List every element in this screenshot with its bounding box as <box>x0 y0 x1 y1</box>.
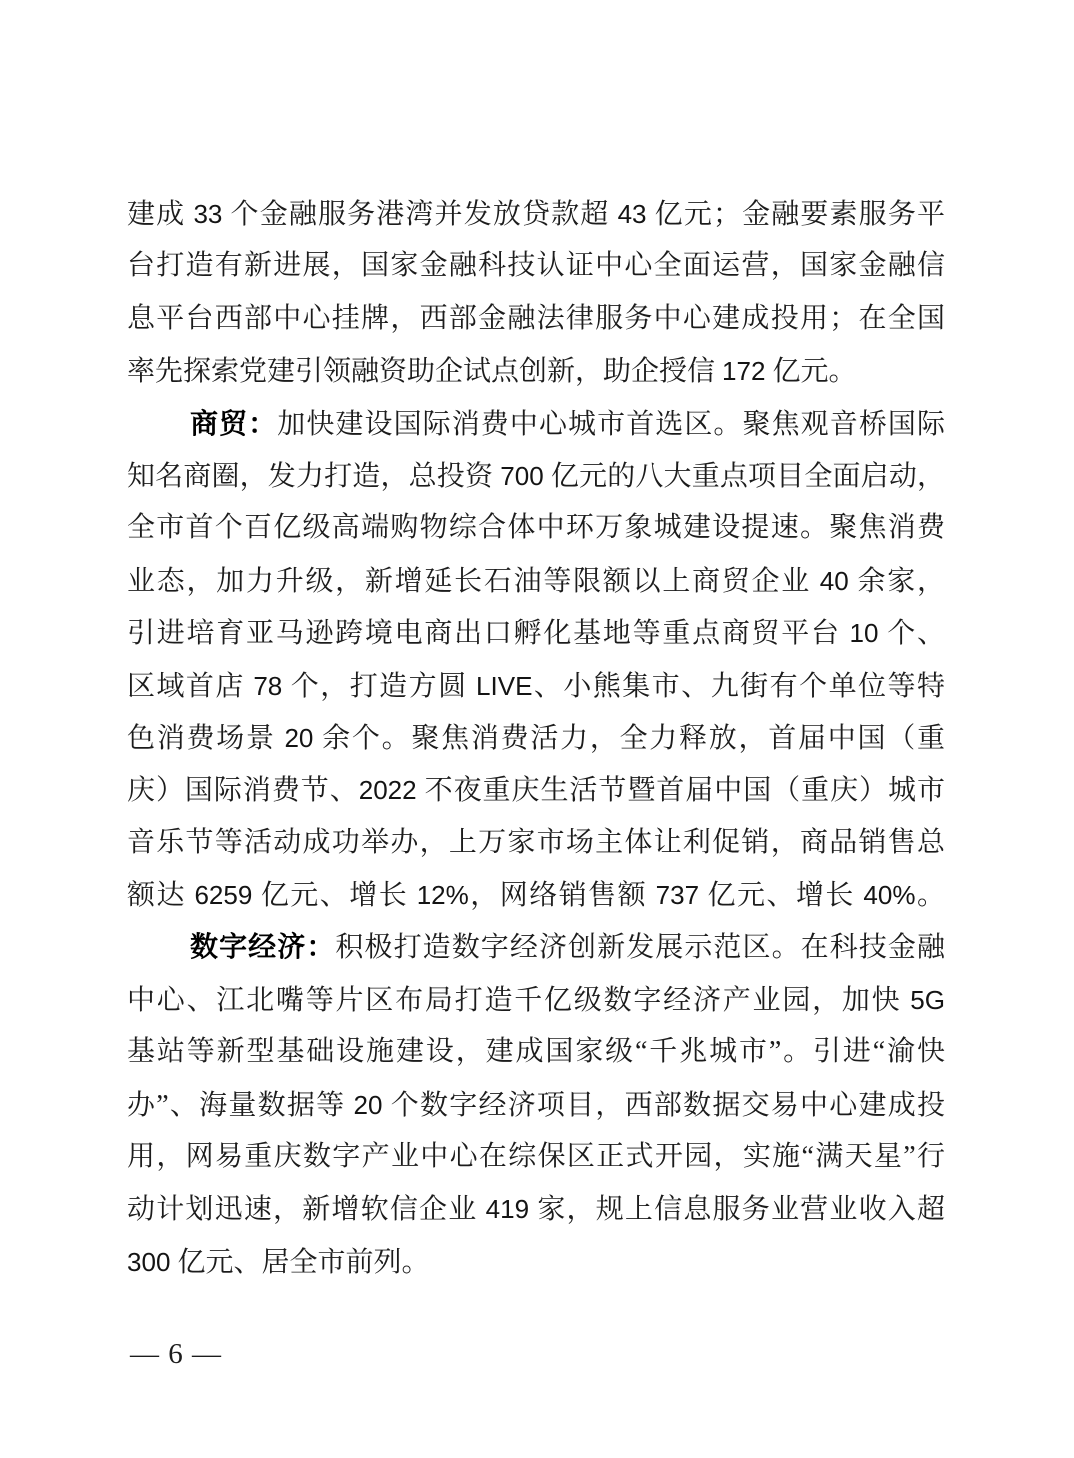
paragraph <box>127 188 945 398</box>
text-line: 商贸：加快建设国际消费中心城市首选区。聚焦观音桥国际 <box>190 407 945 440</box>
paragraph-label: 数字经济： <box>190 931 336 963</box>
latin-text: 10 <box>849 618 879 649</box>
text-line: 300 亿元、居全市前列。 <box>127 1246 430 1278</box>
text-line: 色消费场景 20 余个。聚焦消费活力，全力释放，首届中国（重 <box>127 722 945 754</box>
text-line: 数字经济：积极打造数字经济创新发展示范区。在科技金融 <box>190 931 945 964</box>
latin-text: 40 <box>819 565 849 596</box>
text-line: 引进培育亚马逊跨境电商出口孵化基地等重点商贸平台 10 个、 <box>127 618 945 650</box>
latin-text: 20 <box>353 1089 383 1120</box>
text-line: 用，网易重庆数字产业中心在综保区正式开园，实施“满天星”行 <box>127 1141 945 1173</box>
text-line: 率先探索党建引领融资助企试点创新，助企授信 172 亿元。 <box>127 356 857 388</box>
latin-text: 419 <box>485 1194 530 1225</box>
latin-text: 6259 <box>194 880 253 911</box>
latin-text: 78 <box>253 670 283 701</box>
text-line: 动计划迅速，新增软信企业 419 家，规上信息服务业营业收入超 <box>127 1194 945 1226</box>
text-line: 音乐节等活动成功举办，上万家市场主体让利促销，商品销售总 <box>127 826 945 858</box>
text-line: 中心、江北嘴等片区布局打造千亿级数字经济产业园，加快 5G <box>127 984 945 1016</box>
latin-text: 40% <box>863 880 916 911</box>
latin-text: 33 <box>193 199 223 229</box>
latin-text: 2022 <box>358 775 417 806</box>
text-line: 全市首个百亿级高端购物综合体中环万象城建设提速。聚焦消费 <box>127 512 945 544</box>
text-line: 业态，加力升级，新增延长石油等限额以上商贸企业 40 余家， <box>127 565 945 597</box>
text-line: 庆）国际消费节、2022 不夜重庆生活节暨首届中国（重庆）城市 <box>127 775 945 807</box>
page-number: — 6 — <box>130 1338 222 1370</box>
paragraph <box>127 921 945 1288</box>
text-line: 基站等新型基础设施建设，建成国家级“千兆城市”。引进“渝快 <box>127 1036 945 1068</box>
latin-text: 737 <box>655 880 700 911</box>
paragraph <box>127 398 945 922</box>
text-line: 区域首店 78 个，打造方圆 LIVE、小熊集市、九街有个单位等特 <box>127 670 945 702</box>
text-line: 办”、海量数据等 20 个数字经济项目，西部数据交易中心建成投 <box>127 1089 945 1121</box>
latin-text: 700 <box>500 460 544 491</box>
latin-text: 12% <box>416 880 469 911</box>
paragraph-label: 商贸： <box>190 407 278 439</box>
text-line: 知名商圈，发力打造，总投资 700 亿元的八大重点项目全面启动， <box>127 460 945 492</box>
text-line: 息平台西部中心挂牌，西部金融法律服务中心建成投用；在全国 <box>127 302 945 334</box>
text-body <box>127 188 945 1288</box>
latin-text: LIVE <box>476 670 533 701</box>
text-line: 额达 6259 亿元、增长 12%，网络销售额 737 亿元、增长 40%。 <box>127 880 945 912</box>
latin-text: 20 <box>284 722 314 753</box>
text-line: 台打造有新进展，国家金融科技认证中心全面运营，国家金融信 <box>127 250 945 282</box>
latin-text: 43 <box>617 199 647 229</box>
latin-text: 5G <box>910 984 945 1015</box>
text-line: 建成 33 个金融服务港湾并发放贷款超 43 亿元；金融要素服务平 <box>127 199 945 230</box>
latin-text: 172 <box>722 356 766 387</box>
latin-text: 300 <box>127 1246 171 1277</box>
